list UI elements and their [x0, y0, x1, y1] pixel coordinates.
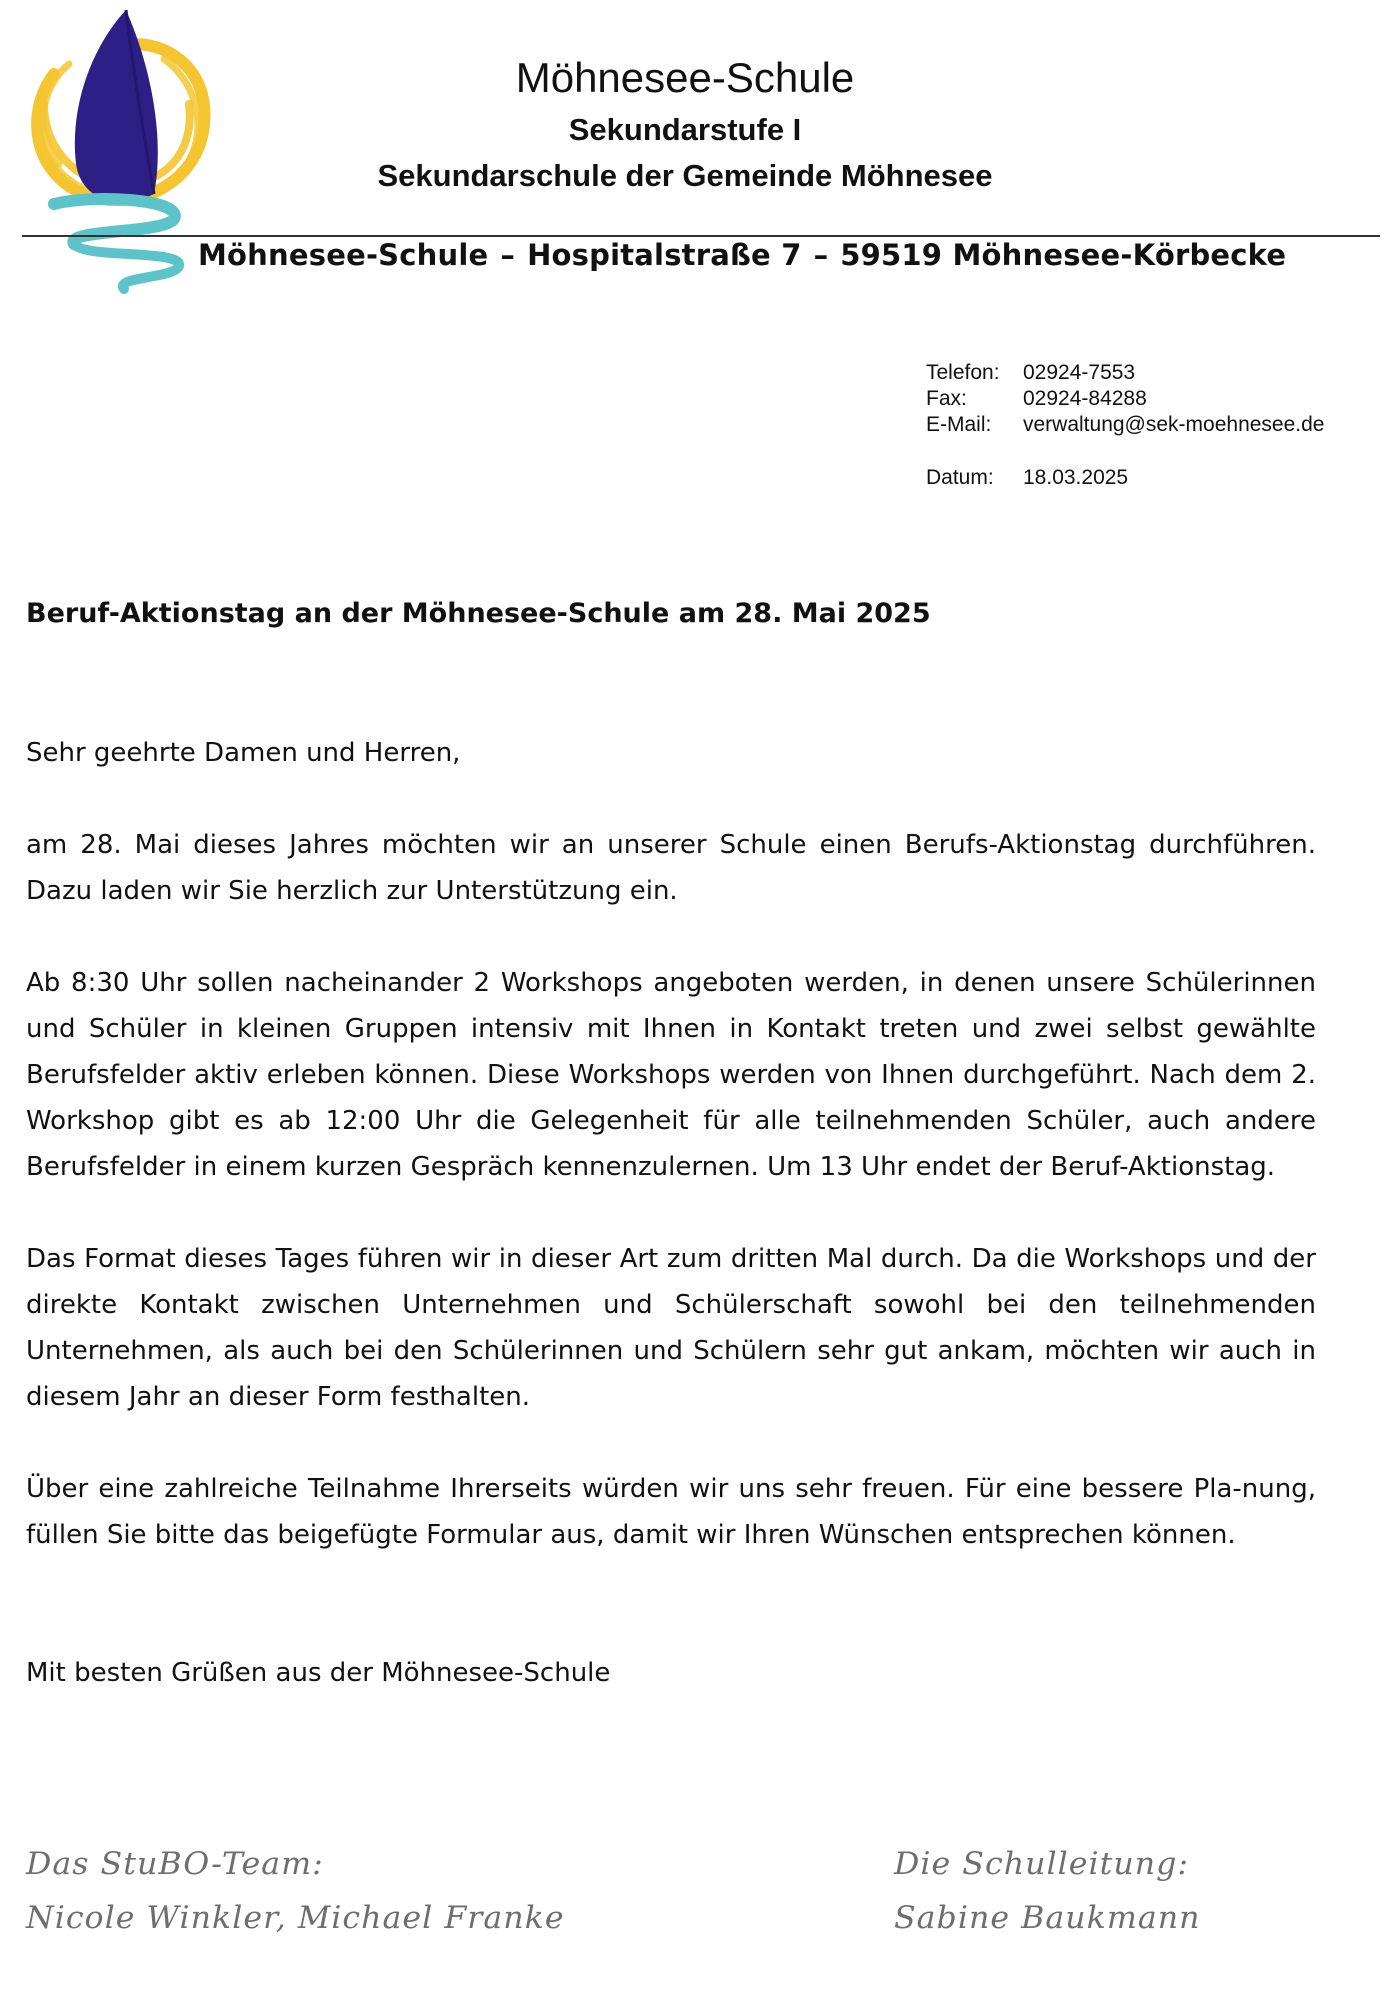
fax-label: Fax: — [926, 387, 967, 410]
contact-date-row — [926, 465, 1325, 491]
letter-paragraph: Ab 8:30 Uhr sollen nacheinander 2 Workshops angeboten werden, in denen unsere Schülerinnen und Schüler in kleinen Gruppen intensiv mit Ihnen in Kontakt treten und zwei selbst gewählte Berufsfelder aktiv erleben können. Diese Workshops werden von Ihnen durchgeführt. Nach dem 2. Workshop gibt es ab 12:00 Uhr die Gelegenheit für alle teilnehmenden Schüler, auch andere Berufsfelder in einem kurzen Gespräch kennenzulernen. Um 13 Uhr endet der Beruf-Aktionstag. — [26, 968, 1316, 1182]
address-school: Möhnesee-Schule — [198, 238, 489, 272]
signature-stubo-names: Nicole Winkler, Michael Franke — [26, 1900, 565, 1936]
phone-value: 02924-7553 — [1023, 361, 1136, 384]
phone-label: Telefon: — [926, 361, 1000, 384]
contact-fax-row — [926, 386, 1325, 412]
email-value[interactable]: verwaltung@sek-moehnesee.de — [1023, 413, 1325, 436]
school-address — [198, 238, 1348, 272]
date-value: 18.03.2025 — [1023, 466, 1129, 489]
letter-paragraph: am 28. Mai dieses Jahres möchten wir an unserer Schule einen Berufs-Aktionstag durchführen. Dazu laden wir Sie herzlich zur Unterstützung ein. — [26, 830, 1316, 906]
school-level: Sekundarstufe I — [568, 112, 802, 147]
sail-logo-icon — [14, 4, 214, 294]
date-label: Datum: — [926, 466, 994, 489]
header-divider — [22, 235, 1380, 237]
school-subtitle: Sekundarschule der Gemeinde Möhnesee — [377, 158, 993, 193]
letter-paragraph: Das Format dieses Tages führen wir in dieser Art zum dritten Mal durch. Da die Workshops und der direkte Kontakt zwischen Unternehmen und Schülerschaft sowohl bei den teilnehmenden Unternehmen, als auch bei den Schülerinnen und Schülern sehr gut ankam, möchten wir auch in diesem Jahr an dieser Form festhalten. — [26, 1244, 1316, 1412]
address-separator: – — [813, 238, 829, 272]
signature-principal-name: Sabine Baukmann — [894, 1900, 1201, 1936]
address-street: Hospitalstraße 7 — [527, 238, 802, 272]
fax-value: 02924-84288 — [1023, 387, 1147, 410]
school-name: Möhnesee-Schule — [515, 54, 855, 101]
letter-subject: Beruf-Aktionstag an der Möhnesee-Schule am 28. Mai 2025 — [26, 598, 931, 629]
contact-phone-row — [926, 360, 1325, 386]
address-city: 59519 Möhnesee-Körbecke — [840, 238, 1287, 272]
email-label: E-Mail: — [926, 413, 992, 436]
letter-paragraph: Über eine zahlreiche Teilnahme Ihrerseits würden wir uns sehr freuen. Für eine bessere Pla-nung, füllen Sie bitte das beigefügte Formular aus, damit wir Ihren Wünschen entsprechen können. — [26, 1474, 1316, 1550]
letter-salutation: Sehr geehrte Damen und Herren, — [26, 738, 461, 768]
signature-stubo-title: Das StuBO-Team: — [26, 1846, 324, 1882]
address-separator: – — [500, 238, 516, 272]
contact-block — [926, 360, 1325, 491]
signature-principal-title: Die Schulleitung: — [894, 1846, 1190, 1882]
contact-email-row — [926, 412, 1325, 438]
letter-closing: Mit besten Grüßen aus der Möhnesee-Schule — [26, 1658, 611, 1688]
